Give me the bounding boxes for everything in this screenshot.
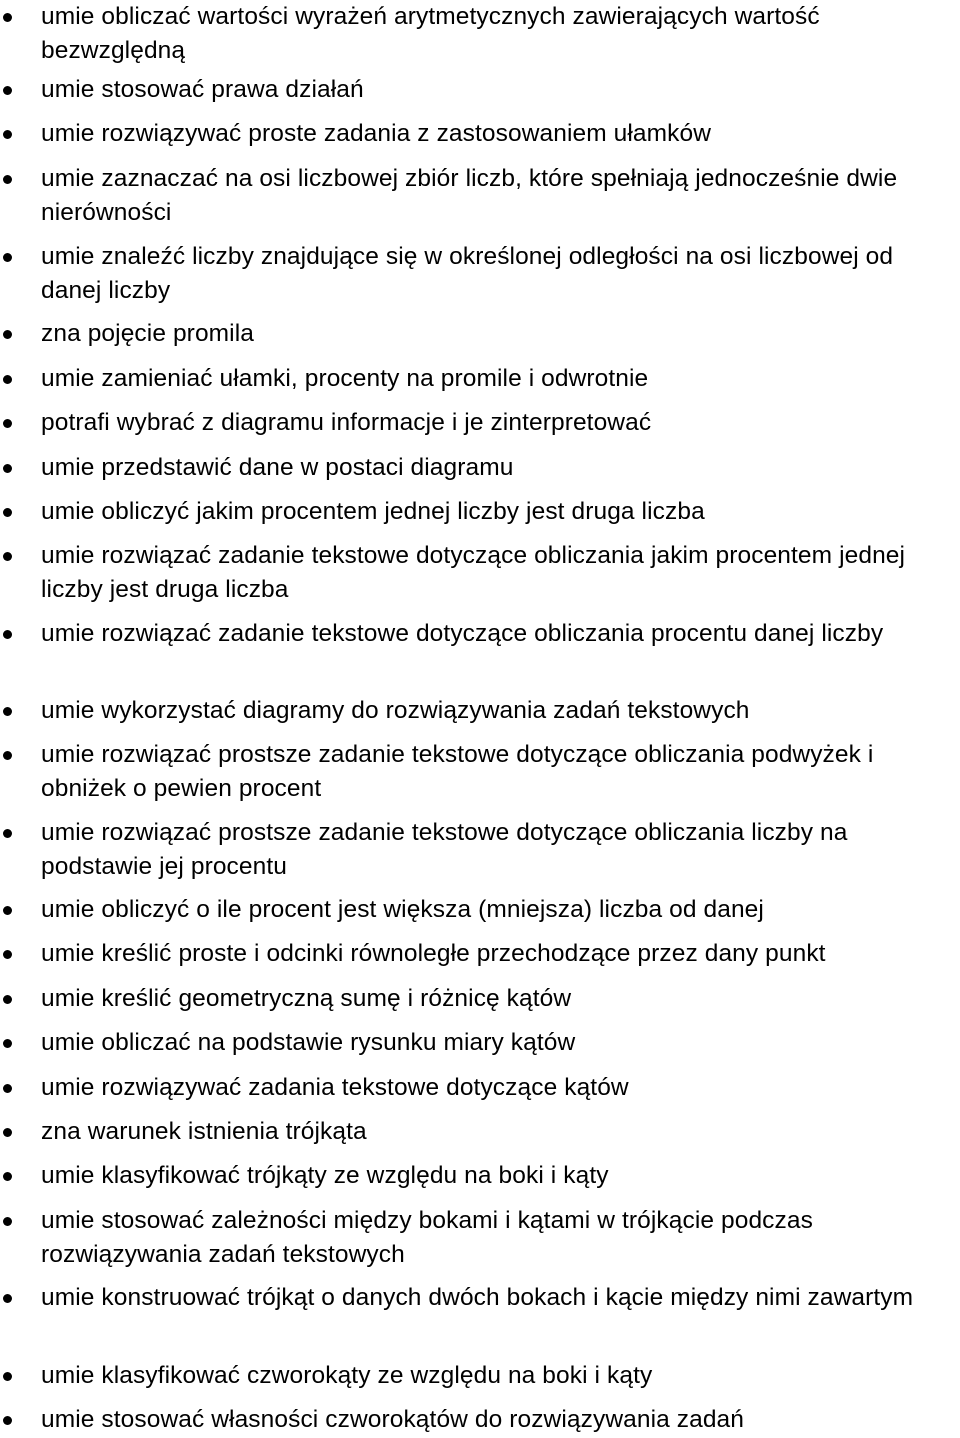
bullet-icon [3, 630, 12, 639]
bullet-icon [3, 751, 12, 760]
bullet-icon [3, 1372, 12, 1381]
bullet-icon [3, 419, 12, 428]
bullet-icon [3, 829, 12, 838]
bullet-icon [3, 1128, 12, 1137]
list-item-text: umie obliczać na podstawie rysunku miary kątów [41, 1029, 576, 1056]
bullet-icon [3, 464, 12, 473]
list-item-text: umie rozwiązać prostsze zadanie tekstowe dotyczące obliczania liczby na podstawie jej procentu [41, 819, 848, 880]
bullet-icon [3, 1416, 12, 1425]
bullet-icon [3, 13, 12, 22]
list-item-text: umie kreślić proste i odcinki równoległe przechodzące przez dany punkt [41, 940, 826, 967]
bullet-icon [3, 1294, 12, 1303]
list-item-text: umie przedstawić dane w postaci diagramu [41, 454, 514, 481]
list-item-text: umie stosować własności czworokątów do rozwiązywania zadań [41, 1406, 744, 1433]
list-item-text: umie kreślić geometryczną sumę i różnicę kątów [41, 985, 572, 1012]
list-item-text: umie konstruować trójkąt o danych dwóch bokach i kącie między nimi zawartym [41, 1284, 914, 1311]
bullet-icon [3, 175, 12, 184]
bullet-icon [3, 1084, 12, 1093]
list-item-text: umie rozwiązywać proste zadania z zastosowaniem ułamków [41, 120, 712, 147]
list-item-text: umie rozwiązać prostsze zadanie tekstowe dotyczące obliczania podwyżek i obniżek o pewien procent [41, 741, 874, 802]
bullet-icon [3, 375, 12, 384]
bullet-icon [3, 950, 12, 959]
list-item-text: umie klasyfikować trójkąty ze względu na boki i kąty [41, 1162, 609, 1189]
list-item-text: umie zamieniać ułamki, procenty na promile i odwrotnie [41, 365, 649, 392]
list-item-text: umie obliczyć jakim procentem jednej liczby jest druga liczba [41, 498, 705, 525]
bullet-icon [3, 508, 12, 517]
bullet-icon [3, 1039, 12, 1048]
list-item-text: umie stosować prawa działań [41, 76, 364, 103]
list-item-text: umie obliczać wartości wyrażeń arytmetycznych zawierających wartość bezwzględną [41, 3, 820, 64]
bullet-icon [3, 707, 12, 716]
list-item-text: umie klasyfikować czworokąty ze względu na boki i kąty [41, 1362, 653, 1389]
list-item-text: umie rozwiązać zadanie tekstowe dotyczące obliczania jakim procentem jednej liczby jest druga liczba [41, 542, 906, 603]
list-item-text: zna warunek istnienia trójkąta [41, 1118, 367, 1145]
bullet-icon [3, 130, 12, 139]
list-item-text: umie znaleźć liczby znajdujące się w określonej odległości na osi liczbowej od danej liczby [41, 243, 894, 304]
bullet-icon [3, 1172, 12, 1181]
bullet-icon [3, 552, 12, 561]
list-item-text: potrafi wybrać z diagramu informacje i je zinterpretować [41, 409, 652, 436]
list-item-text: umie wykorzystać diagramy do rozwiązywania zadań tekstowych [41, 697, 750, 724]
bullet-icon [3, 330, 12, 339]
list-item-text: umie stosować zależności między bokami i kątami w trójkącie podczas rozwiązywania zadań tekstowych [41, 1207, 813, 1268]
bullet-icon [3, 906, 12, 915]
bullet-icon [3, 86, 12, 95]
bullet-icon [3, 253, 12, 262]
list-item-text: umie rozwiązywać zadania tekstowe dotyczące kątów [41, 1074, 629, 1101]
bullet-icon [3, 1217, 12, 1226]
list-item-text: umie zaznaczać na osi liczbowej zbiór liczb, które spełniają jednocześnie dwie nierówności [41, 165, 898, 226]
list-item-text: umie obliczyć o ile procent jest większa (mniejsza) liczba od danej [41, 896, 764, 923]
list-item-text: umie rozwiązać zadanie tekstowe dotyczące obliczania procentu danej liczby [41, 620, 884, 647]
bullet-icon [3, 995, 12, 1004]
list-item-text: zna pojęcie promila [41, 320, 254, 347]
